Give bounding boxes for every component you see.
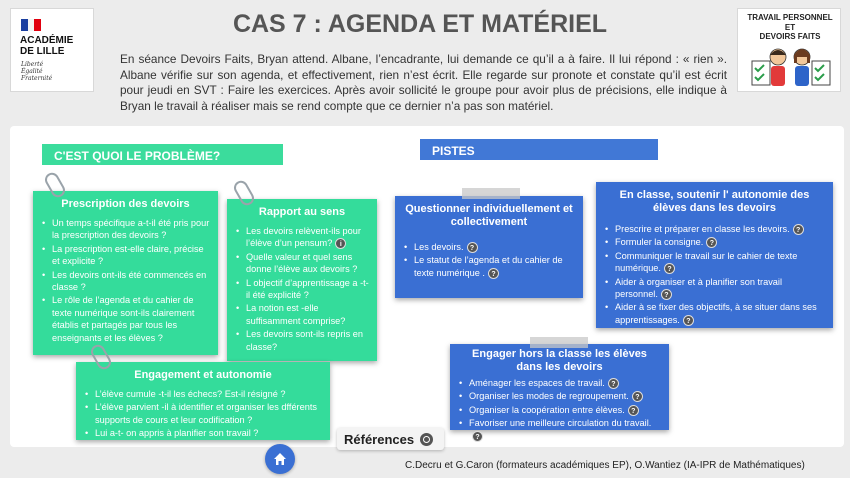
students-illustration-icon [738,43,842,93]
card-title: Questionner individuellement et collectivement [405,203,573,228]
card-questionner[interactable] [395,196,583,298]
list-item: • L’élève parvient -il à identifier et organiser les dfférents supports de cours et leur codification ? [84,401,322,426]
help-icon[interactable]: ? [467,242,478,253]
help-icon[interactable]: ? [608,378,619,389]
page-title: CAS 7 : AGENDA ET MATÉRIEL [232,10,608,38]
help-icon[interactable]: ? [488,268,499,279]
list-item: • Un temps spécifique a-t-il été pris pour la prescription des devoirs ? [41,217,210,242]
card-title: Prescription des devoirs [61,198,190,210]
credits: C.Decru et G.Caron (formateurs académiques EP), O.Wantiez (IA-IPR de Mathématiques) [405,460,805,471]
list-item: • La notion est -elle suffisamment comprise? [235,302,369,327]
list-item: • Lui a-t- on appris à planifier son travail ? [84,427,322,439]
home-icon [272,451,288,467]
card-engagement-autonomie[interactable] [76,362,330,440]
help-icon[interactable]: ? [706,237,717,248]
list-item: • Aménager les espaces de travail. ? [458,377,661,389]
case-description: En séance Devoirs Faits, Bryan attend. Albane, l’encadrante, lui demande ce qu’il a à faire. Il lui répond : « rien ». Albane vérifie sur son agenda, et effectivement, rien n’est écrit. Elle regarde sur pronote et constate qu’il est écrit pour jeudi en SVT : Faire les exercices. Après avoir sollicité le groupe pour avoir plus de précisions, elle indique à Bryan le travail à réaliser mais se rend compte que ce dernier n’a pas son matériel. [120,52,727,113]
list-item: • Aider à organiser et à planifier son travail personnel. ? [604,276,825,301]
list-item: • Prescrire et préparer en classe les devoirs. ? [604,223,825,235]
list-item: • L objectif d’apprentissage a -t-il été explicité ? [235,277,369,302]
list-item: • Favoriser une meilleure circulation du travail.? [458,417,661,442]
list-item: • Les devoirs sont-ils repris en classe? [235,328,369,353]
list-item: • Formuler la consigne. ? [604,236,825,248]
list-item: • Le rôle de l’agenda et du cahier de texte numérique sont-ils clairement établis et partagés par tous les enseignants et les élèves ? [41,294,210,344]
help-icon[interactable]: ? [628,405,639,416]
card-title: Engager hors la classe les élèves dans les devoirs [472,348,647,373]
list-item: • Organiser les modes de regroupement. ? [458,390,661,402]
card-prescription[interactable] [33,191,218,355]
help-icon[interactable]: ? [683,315,694,326]
logo-text: ACADÉMIE DE LILLE [20,35,74,57]
help-icon[interactable]: ? [664,263,675,274]
logo-motto: Liberté Égalité Fraternité [21,61,53,82]
card-hors-la-classe[interactable] [450,344,669,441]
tape-strip [462,188,520,199]
card-en-classe[interactable] [596,182,833,328]
references-button[interactable] [337,428,444,450]
pistes-header: PISTES [420,139,658,160]
list-item: • Les devoirs relèvent-ils pour l’élève d’un pensum? i [235,225,369,250]
devoirs-faits-badge [737,8,841,92]
info-icon[interactable]: i [335,238,346,249]
card-title: En classe, soutenir l' autonomie des élèves dans les devoirs [619,189,810,214]
list-item: • Communiquer le travail sur le cahier de texte numérique. ? [604,250,825,275]
card-rapport-au-sens[interactable] [227,199,377,361]
card-title: Rapport au sens [258,206,346,218]
list-item: • Les devoirs ont-ils été commencés en classe ? [41,269,210,294]
problem-header: C'EST QUOI LE PROBLÈME? [42,144,283,165]
list-item: • Le statut de l’agenda et du cahier de texte numérique . ? [403,254,575,279]
help-icon[interactable]: ? [793,224,804,235]
tape-strip [530,337,588,348]
badge-text: TRAVAIL PERSONNEL ET DEVOIRS FAITS [747,13,833,41]
home-button[interactable] [265,444,295,474]
search-icon [420,433,433,446]
list-item: • La prescription est-elle claire, précise et explicite ? [41,243,210,268]
list-item: • L’élève cumule -t-il les échecs? Est-il résigné ? [84,388,322,400]
help-icon[interactable]: ? [472,431,483,442]
list-item: • Aider à se fixer des objectifs, à se situer dans ses apprentissages. ? [604,301,825,326]
list-item: • Les devoirs. ? [403,241,575,253]
academie-logo [10,8,94,92]
references-label: Références [344,431,415,447]
list-item: • Organiser la coopération entre élèves. ? [458,404,661,416]
help-icon[interactable]: ? [661,289,672,300]
help-icon[interactable]: ? [632,391,643,402]
card-title: Engagement et autonomie [134,369,272,381]
list-item: • Quelle valeur et quel sens donne l’élève aux devoirs ? [235,251,369,276]
french-flag-icon [21,19,41,31]
